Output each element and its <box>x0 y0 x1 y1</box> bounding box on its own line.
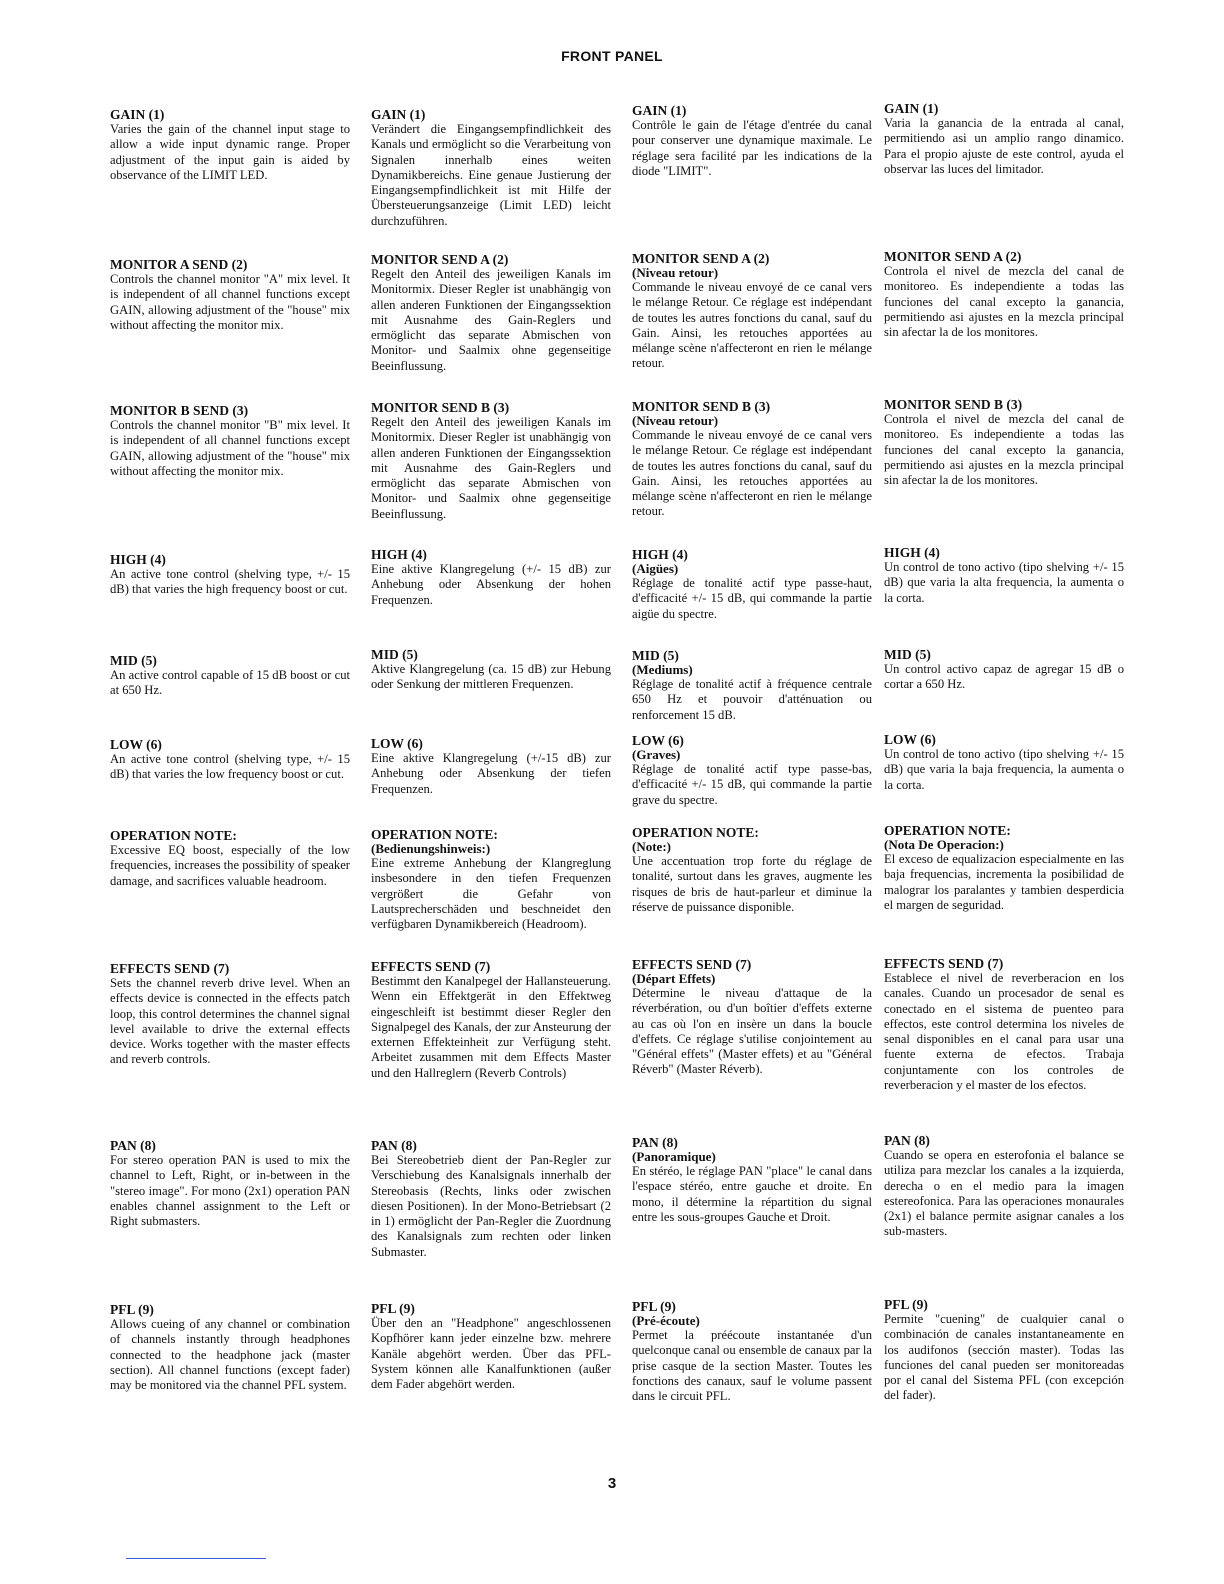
entry-pan <box>632 1136 872 1225</box>
entry-gain <box>110 108 350 183</box>
entry-operation-note <box>110 829 350 889</box>
entry-subheading: (Départ Effets) <box>632 971 716 986</box>
column-english <box>110 0 350 1584</box>
entry-body: Controls the channel monitor "B" mix level. It is independent of all channel functions except GAIN, allowing adjustment of the "house" mix without affecting the monitor mix. <box>110 418 350 478</box>
entry-mid <box>371 648 611 693</box>
entry-body: Contrôle le gain de l'étage d'entrée du canal pour conserver une dynamique maximale. Le réglage sera facilité par les indications de la diode "LIMIT". <box>632 118 872 178</box>
page-title: FRONT PANEL <box>561 48 663 64</box>
entry-effects-send <box>632 958 872 1078</box>
entry-monitor-b-send <box>110 404 350 479</box>
entry-pfl <box>371 1302 611 1392</box>
entry-low <box>884 733 1124 793</box>
entry-monitor-send-b <box>632 400 872 520</box>
entry-body: Cuando se opera en esterofonia el balance se utiliza para mezclar los canales a la izquierda, derecha o en el medio para la imagen estereofonica. Para las operaciones monaurales (2x1) el balance permite asignar canales a los sub-masters. <box>884 1148 1124 1239</box>
entry-subheading: (Panoramique) <box>632 1149 716 1164</box>
page-number: 3 <box>607 1475 617 1492</box>
entry-body: Un control activo capaz de agregar 15 dB o cortar a 650 Hz. <box>884 662 1124 692</box>
entry-body: Bestimmt den Kanalpegel der Hallansteuerung. Wenn ein Effektgerät in den Effektweg eingeschleift ist bestimmt dieser Regler den Signalpegel des Kanals, der zur Ansteurung der externen Effekteinheit zur Verfügung steht. Arbeitet zusammen mit dem Effects Master und den Hallreglern (Reverb Controls) <box>371 974 611 1080</box>
entry-high <box>110 553 350 598</box>
entry-mid <box>632 649 872 723</box>
entry-low <box>110 738 350 783</box>
entry-subheading: (Niveau retour) <box>632 265 719 280</box>
entry-mid <box>884 648 1124 693</box>
entry-body: El exceso de equalizacion especialmente en las baja frequencias, incrementa la posibilidad de malograr los paralantes y tambien desperdicia el margen de seguridad. <box>884 852 1124 912</box>
entry-subheading: (Bedienungshinweis:) <box>371 841 491 856</box>
entry-gain <box>632 104 872 179</box>
entry-heading: PAN (8) <box>632 1135 678 1150</box>
entry-subheading: (Niveau retour) <box>632 413 719 428</box>
entry-pan <box>110 1139 350 1229</box>
entry-heading: PFL (9) <box>884 1297 928 1312</box>
entry-body: Verändert die Eingangsempfindlichkeit des Kanals und ermöglicht so die Verarbeitung von Signalen innerhalb eines weiten Dynamikbereichs. Eine genaue Justierung der Eingangsempfindlichkeit ist mit Hilfe der Übersteuerungsanzeige (Limit LED) leicht durchzuführen. <box>371 122 611 228</box>
entry-monitor-send-a <box>632 252 872 372</box>
entry-monitor-send-a <box>884 250 1124 340</box>
entry-subheading: (Graves) <box>632 747 681 762</box>
entry-heading: LOW (6) <box>884 732 936 747</box>
entry-body: Une accentuation trop forte du réglage de tonalité, surtout dans les graves, augmente les risques de bris de haut-parleur et diminue la réserve de puissance disponible. <box>632 854 872 914</box>
entry-heading: OPERATION NOTE: <box>110 828 237 843</box>
entry-heading: MONITOR SEND B (3) <box>371 400 510 415</box>
entry-heading: MONITOR SEND A (2) <box>632 251 770 266</box>
entry-heading: HIGH (4) <box>632 547 688 562</box>
entry-body: Un control de tono activo (tipo shelving +/- 15 dB) que varia la baja frequencia, la aumenta o la corta. <box>884 747 1124 792</box>
entry-heading: HIGH (4) <box>110 552 166 567</box>
entry-heading: PAN (8) <box>110 1138 156 1153</box>
column-german <box>371 0 611 1584</box>
entry-body: Permite "cuening" de cualquier canal o combinación de canales instantaneamente en los audifonos (sección master). Todas las funciones del canal pueden ser monitoreadas por el canal del Sistema PFL (con excepción del fader). <box>884 1312 1124 1403</box>
entry-body: Permet la préécoute instantanée d'un quelconque canal ou ensemble de canaux par la prise casque de la section Master. Toutes les fonctions des canaux, sauf le volume passent dans le circuit PFL. <box>632 1328 872 1404</box>
entry-heading: EFFECTS SEND (7) <box>371 959 491 974</box>
entry-heading: HIGH (4) <box>884 545 940 560</box>
entry-body: Commande le niveau envoyé de ce canal vers le mélange Retour. Ce réglage est indépendant de toutes les autres fonctions du canal, sauf du Gain. Ainsi, les retouches apportées au mélange scène n'affecteront en rien le mélange retour. <box>632 428 872 519</box>
entry-body: Un control de tono activo (tipo shelving +/- 15 dB) que varia la alta frequencia, la aumenta o la corta. <box>884 560 1124 605</box>
entry-heading: MONITOR SEND A (2) <box>371 252 509 267</box>
entry-heading: MONITOR SEND B (3) <box>632 399 771 414</box>
entry-body: Controls the channel monitor "A" mix level. It is independent of all channel functions except GAIN, allowing adjustment of the "house" mix without affecting the monitor mix. <box>110 272 350 332</box>
entry-heading: PAN (8) <box>884 1133 930 1148</box>
entry-monitor-send-b <box>371 401 611 522</box>
entry-body: For stereo operation PAN is used to mix the channel to Left, Right, or in-between in the "stereo image". For mono (2x1) operation PAN enables channel assignment to the Left or Right submasters. <box>110 1153 350 1229</box>
entry-body: Allows cueing of any channel or combination of channels instantly through headphones connected to the headphone jack (master section). All channel functions (except fader) may be monitored via the channel PFL system. <box>110 1317 350 1393</box>
entry-body: Varia la ganancia de la entrada al canal, permitiendo asi un amplio rango dinamico. Para el propio ajuste de este control, ayuda el observar las luces del limitador. <box>884 116 1124 176</box>
footer-rule <box>126 1558 266 1559</box>
entry-heading: GAIN (1) <box>110 107 165 122</box>
entry-heading: PFL (9) <box>110 1302 154 1317</box>
entry-heading: OPERATION NOTE: <box>371 827 498 842</box>
entry-body: Réglage de tonalité actif type passe-haut, d'efficacité +/- 15 dB, qui commande la partie aigüe du spectre. <box>632 576 872 621</box>
entry-heading: MID (5) <box>110 653 157 668</box>
entry-body: Varies the gain of the channel input stage to allow a wide input dynamic range. Proper adjustment of the input gain is aided by observance of the LIMIT LED. <box>110 122 350 182</box>
entry-heading: LOW (6) <box>632 733 684 748</box>
entry-heading: MONITOR SEND B (3) <box>884 397 1023 412</box>
entry-body: Eine aktive Klangregelung (+/- 15 dB) zur Anhebung oder Absenkung der hohen Frequenzen. <box>371 562 611 607</box>
entry-pfl <box>110 1303 350 1393</box>
entry-high <box>371 548 611 608</box>
entry-heading: MID (5) <box>884 647 931 662</box>
entry-monitor-send-b <box>884 398 1124 488</box>
entry-pan <box>371 1139 611 1260</box>
entry-low <box>371 737 611 797</box>
entry-body: An active tone control (shelving type, +/- 15 dB) that varies the low frequency boost or cut. <box>110 752 350 782</box>
entry-body: Réglage de tonalité actif type passe-bas, d'efficacité +/- 15 dB, qui commande la partie grave du spectre. <box>632 762 872 807</box>
entry-pfl <box>632 1300 872 1404</box>
entry-body: An active tone control (shelving type, +/- 15 dB) that varies the high frequency boost or cut. <box>110 567 350 597</box>
entry-effects-send <box>884 957 1124 1093</box>
entry-heading: LOW (6) <box>110 737 162 752</box>
entry-body: Eine aktive Klangregelung (+/-15 dB) zur Anhebung oder Absenkung der tiefen Frequenzen. <box>371 751 611 796</box>
entry-high <box>632 548 872 622</box>
entry-gain <box>884 102 1124 177</box>
entry-heading: EFFECTS SEND (7) <box>884 956 1004 971</box>
entry-heading: PFL (9) <box>632 1299 676 1314</box>
entry-heading: OPERATION NOTE: <box>884 823 1011 838</box>
entry-heading: PFL (9) <box>371 1301 415 1316</box>
entry-heading: OPERATION NOTE: <box>632 825 759 840</box>
entry-heading: GAIN (1) <box>884 101 939 116</box>
entry-subheading: (Nota De Operacion:) <box>884 837 1004 852</box>
entry-body: Establece el nivel de reverberacion en los canales. Cuando un procesador de senal es conectado en el sistema de puenteo para effectos, este control determina los niveles de senal disponibles en el canal para usar una fuente externa de efectos. Trabaja conjuntamente con los controles de reverberacion y el master de los efectos. <box>884 971 1124 1093</box>
entry-body: Controla el nivel de mezcla del canal de monitoreo. Es independiente a todas las funciones del canal excepto la ganancia, permitiendo asi ajustes en la mezcla principal sin afectar la de los monitores. <box>884 264 1124 340</box>
entry-effects-send <box>371 960 611 1081</box>
entry-heading: MID (5) <box>632 648 679 663</box>
entry-monitor-a-send <box>110 258 350 333</box>
entry-subheading: (Mediums) <box>632 662 693 677</box>
entry-body: An active control capable of 15 dB boost or cut at 650 Hz. <box>110 668 350 698</box>
entry-body: Regelt den Anteil des jeweiligen Kanals im Monitormix. Dieser Regler ist unabhängig von allen anderen Funktionen der Eingangssektion mit Ausnahme des Gain-Reglers und ermöglicht das separate Abmischen von Monitor- und Saalmix ohne gegenseitige Beeinflussung. <box>371 415 611 521</box>
entry-heading: HIGH (4) <box>371 547 427 562</box>
entry-body: Sets the channel reverb drive level. When an effects device is connected in the effects patch loop, this control determines the channel signal level available to drive the external effects device. Works together with the master effects and reverb controls. <box>110 976 350 1067</box>
entry-operation-note <box>371 828 611 932</box>
entry-heading: MONITOR B SEND (3) <box>110 403 249 418</box>
entry-pfl <box>884 1298 1124 1404</box>
entry-subheading: (Pré-écoute) <box>632 1313 700 1328</box>
entry-body: Bei Stereobetrieb dient der Pan-Regler zur Verschiebung des Kanalsignals innerhalb der Stereobasis (Rechts, links oder zwischen diesen Positionen). In der Mono-Betriebsart (2 in 1) ermöglicht der Pan-Regler die Zuordnung des Kanalsignals zum rechten oder linken Submaster. <box>371 1153 611 1259</box>
entry-body: Über den an "Headphone" angeschlossenen Kopfhörer kann jeder einzelne bzw. mehrere Kanäle abgehört werden. Über das PFL-System können alle Kanalfunktionen (außer dem Fader abgehört werden. <box>371 1316 611 1392</box>
entry-body: Commande le niveau envoyé de ce canal vers le mélange Retour. Ce réglage est indépendant de toutes les autres fonctions du canal, sauf du Gain. Ainsi, les retouches apportées au mélange scène n'affecteront en rien le mélange retour. <box>632 280 872 371</box>
entry-gain <box>371 108 611 229</box>
entry-body: Réglage de tonalité actif à fréquence centrale 650 Hz et pouvoir d'atténuation ou renforcement 15 dB. <box>632 677 872 722</box>
column-french <box>632 0 872 1584</box>
entry-heading: MID (5) <box>371 647 418 662</box>
entry-mid <box>110 654 350 699</box>
entry-high <box>884 546 1124 606</box>
column-spanish <box>884 0 1124 1584</box>
entry-body: En stéréo, le réglage PAN "place" le canal dans l'espace stéréo, entre gauche et droite. En mono, il détermine la répartition du signal entre les sous-groupes Gauche et Droit. <box>632 1164 872 1224</box>
entry-operation-note <box>632 826 872 915</box>
entry-body: Détermine le niveau d'attaque de la réverbération, ou d'un boîtier d'effets externe au cas où l'on en insère un dans la boucle d'effets. Ce réglage s'utilise conjointement au "Général effets" (Master effets) et au "Général Réverb" (Master Réverb). <box>632 986 872 1077</box>
entry-heading: GAIN (1) <box>371 107 426 122</box>
entry-body: Aktive Klangregelung (ca. 15 dB) zur Hebung oder Senkung der mittleren Frequenzen. <box>371 662 611 692</box>
entry-pan <box>884 1134 1124 1240</box>
entry-heading: EFFECTS SEND (7) <box>632 957 752 972</box>
entry-heading: EFFECTS SEND (7) <box>110 961 230 976</box>
entry-subheading: (Aigües) <box>632 561 679 576</box>
entry-operation-note <box>884 824 1124 913</box>
entry-heading: LOW (6) <box>371 736 423 751</box>
entry-monitor-send-a <box>371 253 611 374</box>
entry-body: Excessive EQ boost, especially of the low frequencies, increases the possibility of speaker damage, and sacrifices valuable headroom. <box>110 843 350 888</box>
entry-body: Controla el nivel de mezcla del canal de monitoreo. Es independiente a todas las funciones del canal excepto la ganancia, permitiendo asi ajustes en la mezcla principal sin afectar la de los monitores. <box>884 412 1124 488</box>
entry-effects-send <box>110 962 350 1068</box>
entry-heading: MONITOR SEND A (2) <box>884 249 1022 264</box>
entry-heading: GAIN (1) <box>632 103 687 118</box>
entry-subheading: (Note:) <box>632 839 671 854</box>
entry-heading: MONITOR A SEND (2) <box>110 257 248 272</box>
entry-body: Regelt den Anteil des jeweiligen Kanals im Monitormix. Dieser Regler ist unabhängig von allen anderen Funktionen der Eingangssektion mit Ausnahme des Gain-Reglers und ermöglicht das separate Abmischen von Monitor- und Saalmix ohne gegenseitige Beeinflussung. <box>371 267 611 373</box>
entry-heading: PAN (8) <box>371 1138 417 1153</box>
entry-low <box>632 734 872 808</box>
entry-body: Eine extreme Anhebung der Klangreglung insbesondere in den tiefen Frequenzen vergrößert die Gefahr von Lautsprecherschäden und beschneidet den verfügbaren Dynamikbereich (Headroom). <box>371 856 611 932</box>
